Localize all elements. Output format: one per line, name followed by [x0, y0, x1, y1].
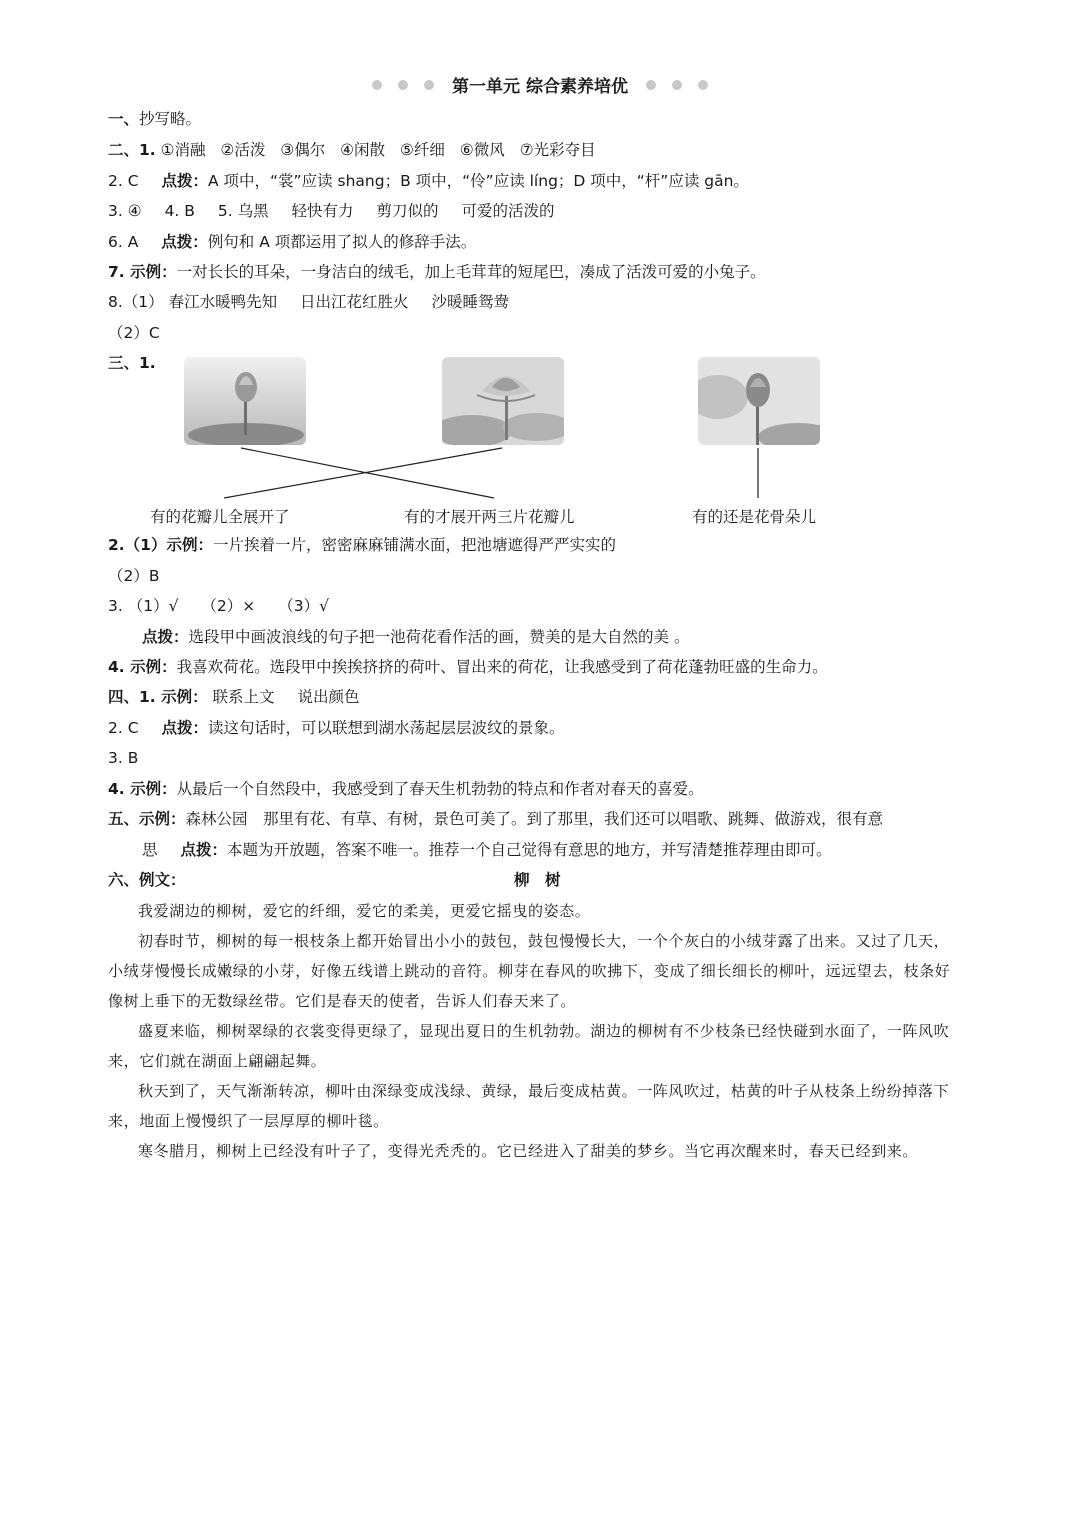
essay-title: 柳 树 — [514, 871, 561, 889]
answer-text: 一片挨着一片，密密麻麻铺满水面，把池塘遮得严严实实的 — [212, 536, 616, 554]
word-item: 轻快有力 — [291, 202, 354, 220]
sec2-q6 — [108, 231, 476, 253]
answer-text: （2）C — [108, 324, 160, 342]
word-item: 可爱的活泼的 — [461, 202, 555, 220]
answer-label: 4. 示例： — [108, 658, 177, 676]
word-item: 乌黑 — [237, 202, 269, 220]
lotus-closed-bud-image — [698, 357, 820, 445]
poem-line: 沙暖睡鸳鸯 — [431, 293, 510, 311]
decor-dot — [424, 80, 434, 90]
sec5-line2 — [142, 839, 831, 861]
answer-label: 3. ④ — [108, 202, 142, 220]
sec3-q3 — [108, 595, 329, 617]
sec2-q1 — [108, 139, 596, 161]
word-item: ③偶尔 — [280, 141, 326, 159]
poem-line: 春江水暖鸭先知 — [168, 293, 278, 311]
sec1-line — [108, 108, 201, 130]
answer-label: 3. B — [108, 749, 139, 767]
word-item: ⑥微风 — [459, 141, 505, 159]
sec4-q4 — [108, 778, 704, 800]
sec4-q3 — [108, 747, 138, 769]
answer-text: 我喜欢荷花。选段甲中挨挨挤挤的荷叶、冒出来的荷花，让我感受到了荷花蓬勃旺盛的生命力。 — [176, 658, 828, 676]
sec3-q4 — [108, 656, 828, 678]
word-item: ④闲散 — [340, 141, 386, 159]
poem-line: 日出江花红胜火 — [300, 293, 409, 311]
tip-label: 点拨： — [161, 719, 208, 737]
word-item: 剪刀似的 — [376, 202, 439, 220]
sec3-q3-tip — [142, 626, 689, 648]
answer-label: 4. B — [164, 202, 195, 220]
tip-text: 本题为开放题，答案不唯一。推荐一个自己觉得有意思的地方，并写清楚推荐理由即可。 — [226, 841, 832, 859]
sec6-label: 六、例文： — [108, 871, 186, 889]
sec3-q2 — [108, 534, 616, 556]
answer-label: 8.（1） — [108, 293, 164, 311]
decor-dot — [698, 80, 708, 90]
tip-text: 读这句话时，可以联想到湖水荡起层层波纹的景象。 — [208, 719, 565, 737]
sec2-q2 — [108, 170, 749, 192]
decor-dot — [646, 80, 656, 90]
essay-paragraph: 秋天到了，天气渐渐转凉，柳叶由深绿变成浅绿、黄绿，最后变成枯黄。一阵风吹过，枯黄的叶子从枝条上纷纷掉落下来，地面上慢慢织了一层厚厚的柳叶毯。 — [108, 1082, 950, 1130]
sec2-q8-2 — [108, 322, 160, 344]
answer-text: 森林公园 那里有花、有草、有树，景色可美了。到了那里，我们还可以唱歌、跳舞、做游戏，很有意 — [185, 810, 884, 828]
word-item: 说出颜色 — [297, 688, 360, 706]
sec5-label: 五、示例： — [108, 810, 186, 828]
tip-text: 例句和 A 项都运用了拟人的修辞手法。 — [207, 233, 477, 251]
essay-paragraph: 寒冬腊月，柳树上已经没有叶子了，变得光秃秃的。它已经进入了甜美的梦乡。当它再次醒来时，春天已经到来。 — [138, 1142, 919, 1160]
sec5-line1 — [108, 808, 883, 830]
answer-label: 4. 示例： — [108, 780, 177, 798]
sec2-q1-label: 二、1. — [108, 141, 156, 159]
answer-label: 5. — [217, 202, 233, 220]
match-label: 有的才展开两三片花瓣儿 — [404, 508, 575, 526]
answer-label: 3. — [108, 597, 123, 615]
lotus-bloom-image — [442, 357, 564, 445]
tip-label: 点拨： — [142, 628, 189, 646]
essay-paragraph: 我爱湖边的柳树，爱它的纤细，爱它的柔美，更爱它摇曳的姿态。 — [138, 902, 591, 920]
sec2-q3-5 — [108, 200, 554, 222]
word-item: ⑤纤细 — [400, 141, 445, 159]
judge-item: （1）√ — [127, 597, 179, 615]
word-item: 联系上文 — [212, 688, 275, 706]
answer-text: 一对长长的耳朵，一身洁白的绒毛，加上毛茸茸的短尾巴，凑成了活泼可爱的小兔子。 — [176, 263, 766, 281]
answer-text: 从最后一个自然段中，我感受到了春天生机勃勃的特点和作者对春天的喜爱。 — [176, 780, 704, 798]
decor-dot — [672, 80, 682, 90]
sec6-label-line — [108, 869, 186, 891]
sec2-q8 — [108, 291, 509, 313]
match-label: 有的花瓣儿全展开了 — [150, 508, 290, 526]
answer-label: 7. 示例： — [108, 263, 177, 281]
judge-item: （3）√ — [278, 597, 329, 615]
sec4-q2 — [108, 717, 565, 739]
essay-paragraph: 初春时节，柳树的每一根枝条上都开始冒出小小的鼓包，鼓包慢慢长大，一个个灰白的小绒芽露了出来。又过了几天，小绒芽慢慢长成嫩绿的小芽，好像五线谱上跳动的音符。柳芽在春风的吹拂下，变成了细长细长的柳叶，远远望去，枝条好像树上垂下的无数绿丝带。它们是春天的使者，告诉人们春天来了。 — [108, 932, 951, 1010]
essay-paragraph: 盛夏来临，柳树翠绿的衣裳变得更绿了，显现出夏日的生机勃勃。湖边的柳树有不少枝条已经快碰到水面了，一阵风吹来，它们就在湖面上翩翩起舞。 — [108, 1022, 950, 1070]
judge-item: （2）× — [201, 597, 256, 615]
sec1-text: 抄写略。 — [139, 110, 202, 128]
word-item: ②活泼 — [220, 141, 266, 159]
tip-label: 点拨： — [161, 172, 208, 190]
page-header — [0, 72, 1080, 97]
essay-body — [108, 896, 964, 1166]
match-label: 有的还是花骨朵儿 — [692, 508, 817, 526]
page-title: 第一单元 综合素养培优 — [452, 77, 628, 97]
answer-label: 6. A — [108, 233, 139, 251]
tip-label: 点拨： — [180, 841, 227, 859]
sec3-q1-label: 三、1. — [108, 354, 156, 372]
answer-label: 2.（1）示例： — [108, 536, 213, 554]
tip-label: 点拨： — [161, 233, 208, 251]
decor-dot — [372, 80, 382, 90]
sec4-q1 — [108, 686, 359, 708]
answer-label: 四、1. 示例： — [108, 688, 208, 706]
answer-label: 2. C — [108, 172, 139, 190]
answer-label: 2. C — [108, 719, 139, 737]
answer-text: 思 — [142, 841, 158, 859]
lotus-bud-image — [184, 357, 306, 445]
sec2-q7 — [108, 261, 766, 283]
tip-text: 选段甲中画波浪线的句子把一池荷花看作活的画，赞美的是大自然的美 。 — [188, 628, 690, 646]
word-item: ⑦光彩夺目 — [519, 141, 596, 159]
word-item: ①消融 — [160, 141, 206, 159]
sec3-q2-2 — [108, 565, 160, 587]
sec3-q1 — [108, 352, 156, 374]
answer-text: （2）B — [108, 567, 160, 585]
decor-dot — [398, 80, 408, 90]
tip-text: A 项中，“裳”应读 shang；B 项中，“伶”应读 líng；D 项中，“杆”应读 gān。 — [208, 172, 749, 190]
sec1-label: 一、 — [108, 110, 140, 128]
